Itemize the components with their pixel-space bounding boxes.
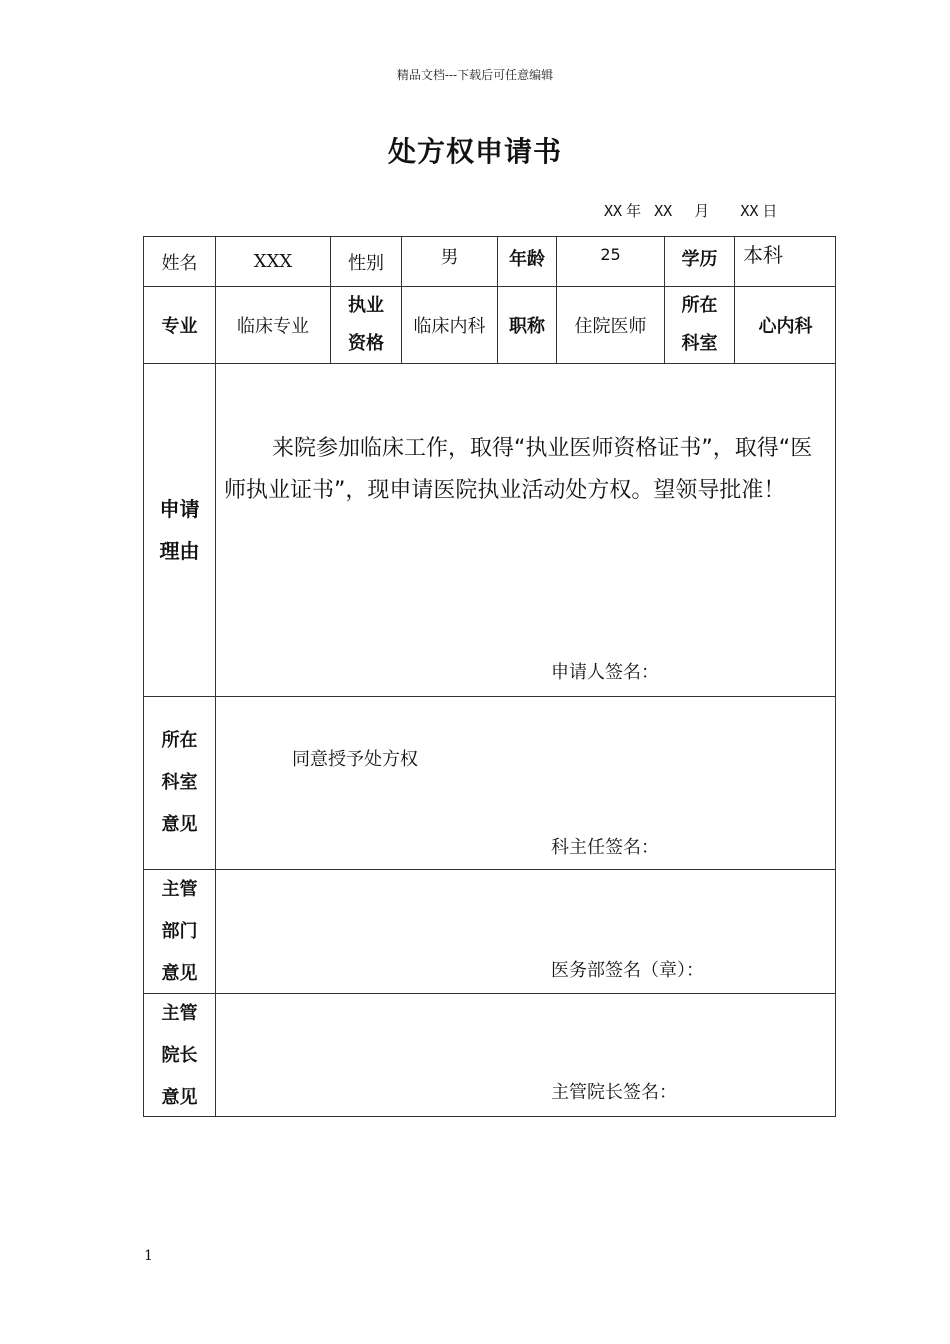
age-label: 年龄 bbox=[509, 249, 545, 270]
header-note: 精品文档---下载后可任意编辑 bbox=[396, 68, 554, 82]
edu-label-cell bbox=[664, 236, 734, 286]
page-number: 1 bbox=[144, 1248, 153, 1264]
department-label-line2: 科室 bbox=[681, 333, 718, 354]
dept-opinion-label-line1: 所在 bbox=[161, 730, 198, 751]
department-value: 心内科 bbox=[758, 316, 813, 337]
reason-label-cell bbox=[143, 363, 215, 696]
gender-label-cell bbox=[330, 236, 401, 286]
edu-label: 学历 bbox=[681, 249, 718, 270]
applicant-signature-label: 申请人签名： bbox=[551, 662, 659, 683]
age-value-cell bbox=[556, 236, 664, 286]
department-value-cell bbox=[734, 286, 836, 363]
department-label-line1: 所在 bbox=[681, 295, 718, 316]
admin-opinion-content-cell bbox=[215, 869, 836, 993]
reason-text: 来院参加临床工作，取得“执业医师资格证书”，取得“医师执业证书”，现申请医院执业活动处方权。望领导批准！ bbox=[224, 436, 813, 503]
age-value: 25 bbox=[600, 245, 621, 264]
president-opinion-label-line1: 主管 bbox=[161, 1002, 198, 1024]
date-year-unit: 年 bbox=[626, 202, 642, 220]
title-label: 职称 bbox=[509, 316, 545, 337]
application-form bbox=[143, 236, 836, 1117]
age-label-cell bbox=[497, 236, 556, 286]
president-opinion-content-cell bbox=[215, 993, 836, 1117]
date-day: XX bbox=[740, 202, 759, 220]
admin-opinion-label-line2: 部门 bbox=[161, 920, 198, 942]
title-value: 住院医师 bbox=[574, 316, 647, 337]
major-label-cell bbox=[143, 286, 215, 363]
admin-opinion-label-line1: 主管 bbox=[161, 878, 198, 900]
president-opinion-label-cell bbox=[143, 993, 215, 1117]
dept-opinion-content-cell bbox=[215, 696, 836, 869]
name-label: 姓名 bbox=[161, 252, 198, 274]
edu-value-cell bbox=[734, 236, 836, 286]
date-year: XX bbox=[604, 202, 623, 220]
dept-opinion-label-cell bbox=[143, 696, 215, 869]
admin-opinion-label-line3: 意见 bbox=[161, 962, 198, 984]
name-label-cell bbox=[143, 236, 215, 286]
admin-opinion-label-cell bbox=[143, 869, 215, 993]
date-day-unit: 日 bbox=[762, 202, 778, 220]
major-value: 临床专业 bbox=[237, 316, 309, 337]
president-opinion-label-line3: 意见 bbox=[161, 1086, 198, 1108]
name-value-cell bbox=[215, 236, 330, 286]
gender-label: 性别 bbox=[348, 252, 384, 274]
page-title: 处方权申请书 bbox=[387, 135, 562, 168]
qualification-label-line2: 资格 bbox=[348, 333, 384, 354]
dept-opinion-label-line3: 意见 bbox=[161, 814, 198, 835]
date-line bbox=[604, 200, 781, 221]
gender-value-cell bbox=[401, 236, 497, 286]
reason-label-line1: 申请 bbox=[159, 497, 200, 521]
title-label-cell bbox=[497, 286, 556, 363]
president-opinion-label-line2: 院长 bbox=[161, 1044, 198, 1066]
date-month: XX bbox=[654, 202, 673, 220]
dept-opinion-text: 同意授予处方权 bbox=[292, 749, 418, 770]
qualification-value-cell bbox=[401, 286, 497, 363]
gender-value: 男 bbox=[440, 247, 459, 268]
dept-opinion-label-line2: 科室 bbox=[161, 772, 198, 793]
date-month-unit: 月 bbox=[694, 202, 710, 220]
edu-value: 本科 bbox=[743, 243, 783, 267]
qualification-label-line1: 执业 bbox=[348, 295, 384, 316]
name-value: XXX bbox=[253, 251, 293, 272]
reason-label-line2: 理由 bbox=[159, 539, 200, 563]
title-value-cell bbox=[556, 286, 664, 363]
qualification-value: 临床内科 bbox=[413, 316, 486, 337]
dept-head-signature-label: 科主任签名： bbox=[551, 837, 659, 858]
medical-affairs-signature-label: 医务部签名（章）： bbox=[551, 960, 704, 981]
reason-content-cell bbox=[215, 363, 836, 696]
president-signature-label: 主管院长签名： bbox=[551, 1082, 677, 1103]
major-value-cell bbox=[215, 286, 330, 363]
major-label: 专业 bbox=[161, 316, 198, 337]
department-label-cell bbox=[664, 286, 734, 363]
qualification-label-cell bbox=[330, 286, 401, 363]
